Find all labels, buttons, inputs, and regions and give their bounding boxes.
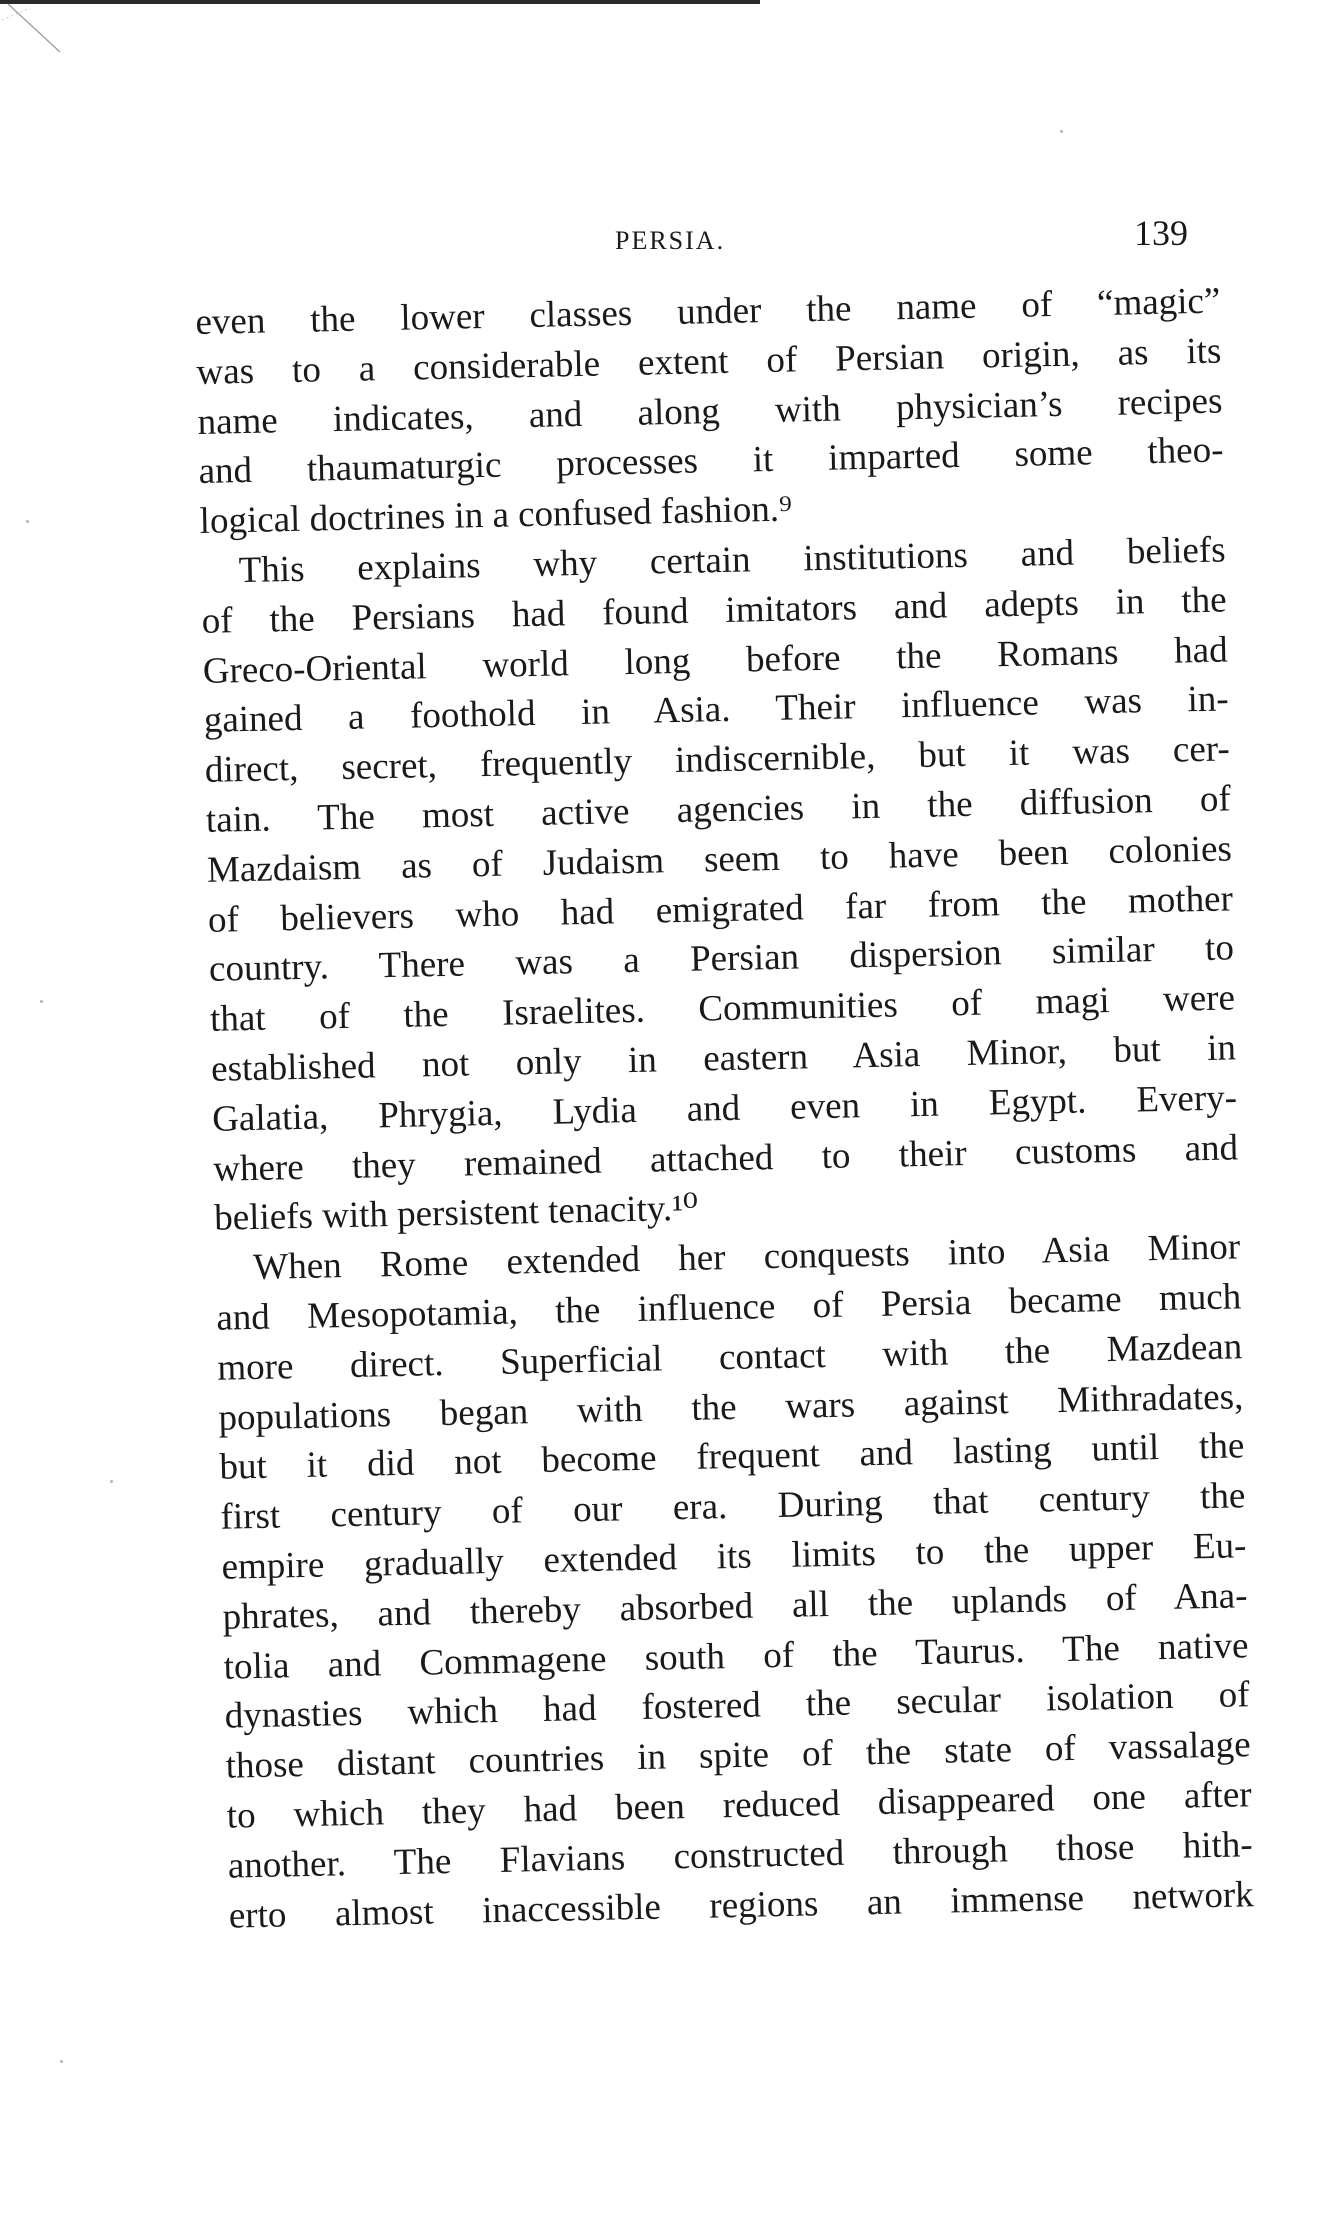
text-line: phrates, and thereby absorbed all the uplands of Ana- <box>222 1574 1248 1638</box>
text-line: dynasties which had fostered the secular isolation of <box>224 1674 1250 1737</box>
text-line: tolia and Commagene south of the Taurus. The native <box>223 1624 1249 1688</box>
text-line: even the lower classes under the name of “magic” <box>195 280 1221 343</box>
body-text <box>195 277 1254 1941</box>
text-line: direct, secret, frequently indiscernible, but it was cer- <box>204 728 1231 792</box>
text-line: logical doctrines in a confused fashion.⁹ <box>199 488 793 543</box>
text-line: tain. The most active agencies in the diffusion of <box>205 778 1232 841</box>
text-line: was to a considerable extent of Persian origin, as its <box>196 330 1222 393</box>
text-line: and thaumaturgic processes it imparted some theo- <box>198 429 1224 493</box>
running-head: PERSIA. <box>615 226 726 255</box>
paragraph <box>215 1222 1254 1940</box>
text-line: to which they had been reduced disappeared one after <box>226 1774 1253 1837</box>
text-line: country. There was a Persian dispersion similar to <box>208 927 1235 991</box>
text-line: that of the Israelites. Communities of magi were <box>209 977 1236 1040</box>
scan-speck <box>110 1480 113 1483</box>
text-line: name indicates, and along with physician’s recipes <box>197 380 1223 443</box>
text-line: established not only in eastern Asia Minor, but in <box>210 1027 1237 1090</box>
page-number: 139 <box>1134 213 1188 253</box>
page-header <box>200 212 1210 272</box>
text-line: those distant countries in spite of the state of vassalage <box>225 1724 1251 1787</box>
text-line: gained a foothold in Asia. Their influence was in- <box>203 678 1230 742</box>
paragraph <box>195 277 1225 547</box>
text-line: When Rome extended her conquests into Asia Minor <box>252 1226 1241 1289</box>
scan-speck <box>60 2060 63 2063</box>
scan-speck <box>1060 130 1063 133</box>
text-line: beliefs with persistent tenacity.¹⁰ <box>213 1188 699 1240</box>
scan-top-edge <box>0 0 760 4</box>
text-line: first century of our era. During that century the <box>220 1475 1246 1538</box>
text-line: This explains why certain institutions and beliefs <box>238 529 1226 592</box>
text-line: another. The Flavians constructed through those hith- <box>227 1823 1254 1887</box>
paragraph <box>200 525 1239 1243</box>
text-line: Greco-Oriental world long before the Romans had <box>202 629 1229 692</box>
scan-corner-mark <box>0 0 90 60</box>
text-line: of believers who had emigrated far from the mother <box>207 877 1234 941</box>
text-line: populations began with the wars against Mithradates, <box>218 1375 1244 1439</box>
text-line: more direct. Superficial contact with the Mazdean <box>216 1326 1243 1389</box>
text-line: Mazdaism as of Judaism seem to have been colonies <box>206 828 1233 891</box>
text-line: empire gradually extended its limits to the upper Eu- <box>221 1525 1247 1588</box>
text-line: of the Persians had found imitators and adepts in the <box>201 579 1227 642</box>
scan-speck <box>26 520 29 523</box>
text-line: erto almost inaccessible regions an immense network <box>228 1873 1255 1937</box>
scan-speck <box>40 1000 43 1003</box>
text-line: Galatia, Phrygia, Lydia and even in Egypt. Every- <box>211 1077 1238 1140</box>
text-line: and Mesopotamia, the influence of Persia became much <box>215 1276 1242 1339</box>
text-line: where they remained attached to their customs and <box>212 1126 1239 1190</box>
text-line: but it did not become frequent and lasting until the <box>219 1425 1245 1489</box>
